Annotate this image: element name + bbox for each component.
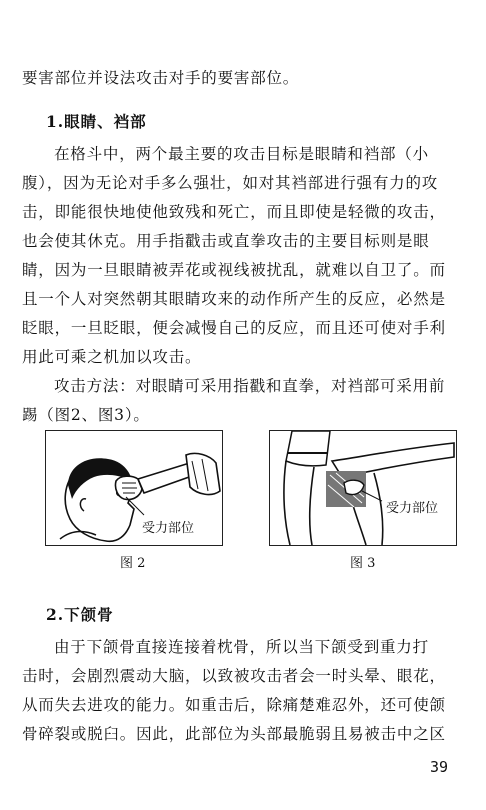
section-heading-mandible: 2.下颌骨 — [46, 605, 114, 624]
figure-2-eye-strike-illustration — [45, 430, 223, 546]
page-number: 39 — [429, 758, 448, 776]
text-line: 且一个人对突然朝其眼睛攻来的动作所产生的反应，必然是 — [22, 290, 446, 308]
figure-3-groin-kick-illustration — [269, 430, 457, 546]
text-line: 在格斗中，两个最主要的攻击目标是眼睛和裆部（小 — [54, 145, 429, 163]
figure-3-target-label: 受力部位 — [386, 501, 439, 516]
text-line: 眨眼，一旦眨眼，便会减慢自己的反应，而且还可使对手利 — [22, 319, 446, 337]
text-line: 骨碎裂或脱臼。因此，此部位为头部最脆弱且易被击中之区 — [22, 725, 446, 743]
intro-paragraph — [22, 64, 462, 93]
text-line: 腹），因为无论对手多么强壮，如对其裆部进行强有力的攻 — [22, 174, 439, 192]
figure-2-caption: 图 2 — [120, 556, 146, 571]
text-line: 从而失去进攻的能力。如重击后，除痛楚难忍外，还可使颌 — [22, 696, 446, 714]
section-heading-eyes-groin: 1.眼睛、裆部 — [46, 112, 147, 131]
text-line: 击时，会剧烈震动大脑，以致被攻击者会一时头晕、眼花， — [22, 667, 446, 685]
text-line: 要害部位并设法攻击对手的要害部位。 — [22, 69, 300, 87]
text-line: 用此可乘之机加以攻击。 — [22, 348, 202, 366]
text-line: 踢（图2、图3）。 — [22, 406, 150, 424]
text-line: 由于下颌骨直接连接着枕骨，所以当下颌受到重力打 — [54, 638, 429, 656]
section1-paragraph — [22, 140, 462, 372]
section2-paragraph — [22, 633, 462, 749]
figure-2-drawing — [46, 431, 222, 545]
text-line: 睛，因为一旦眼睛被弄花或视线被扰乱，就难以自卫了。而 — [22, 261, 446, 279]
text-line: 击，即能很快地使他致残和死亡，而且即使是轻微的攻击， — [22, 203, 446, 221]
text-line: 攻击方法：对眼睛可采用指戳和直拳，对裆部可采用前 — [54, 377, 446, 395]
figure-3-caption: 图 3 — [350, 556, 376, 571]
figure-2-target-label: 受力部位 — [142, 521, 195, 536]
figure-3-drawing — [270, 431, 456, 545]
section1-method-paragraph — [22, 372, 462, 430]
text-line: 也会使其休克。用手指戳击或直拳攻击的主要目标则是眼 — [22, 232, 430, 250]
